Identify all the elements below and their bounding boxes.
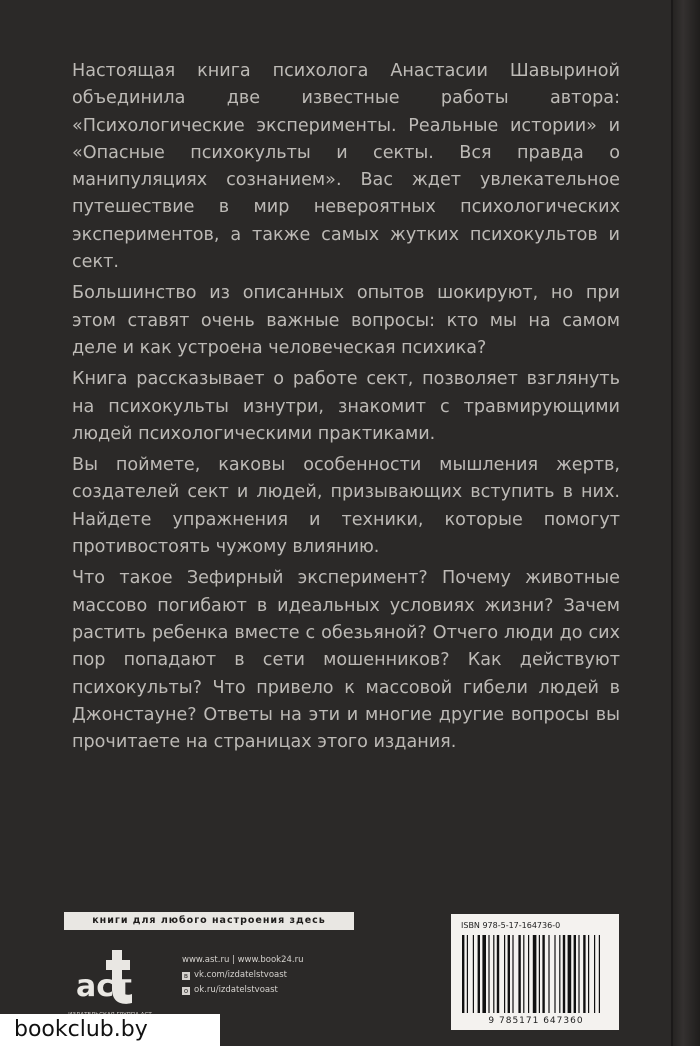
ok-link[interactable] bbox=[182, 983, 304, 998]
barcode-bar bbox=[497, 935, 499, 1013]
annotation-text bbox=[72, 58, 620, 760]
publisher-tagline: книги для любого настроения здесь bbox=[64, 912, 354, 930]
book-spine bbox=[672, 0, 700, 1046]
watermark: bookclub.by bbox=[0, 1014, 220, 1046]
ok-icon: о bbox=[183, 987, 189, 995]
barcode-bar bbox=[583, 935, 585, 1013]
paragraph-3: Книга рассказывает о работе сект, позволяет взглянуть на психокульты изнутри, знакомит с травмирующими людей психологическими практиками. bbox=[72, 369, 620, 444]
barcode-bar bbox=[533, 935, 537, 1013]
barcode-bar bbox=[493, 935, 494, 1013]
barcode-bar bbox=[578, 935, 579, 1013]
barcode-digits: 9 785171 647360 bbox=[488, 1016, 584, 1026]
barcode-bar bbox=[559, 935, 560, 1013]
isbn-number: ISBN 978-5-17-164736-0 bbox=[461, 921, 561, 930]
barcode-bar bbox=[599, 935, 600, 1013]
paragraph-5: Что такое Зефирный эксперимент? Почему животные массово погибают в идеальных условиях жизни? Зачем растить ребенка вместе с обезьяной? Отчего люди до сих пор попадают в сети мошенников? Как действуют психокульты? Что привело к массовой гибели людей в Джонстауне? Ответы на эти и многие другие вопросы вы прочитаете на страницах этого издания. bbox=[72, 568, 620, 753]
barcode-bar bbox=[539, 935, 540, 1013]
barcode-bar bbox=[473, 935, 474, 1013]
barcode-bar bbox=[588, 935, 589, 1013]
barcode-bar bbox=[554, 935, 555, 1013]
paragraph-4: Вы поймете, каковы особенности мышления жертв, создателей сект и людей, призывающих вступить в них. Найдете упражнения и техники, которые помогут противостоять чужому влиянию. bbox=[72, 455, 620, 558]
barcode-bar bbox=[542, 935, 544, 1013]
barcode-bar bbox=[478, 935, 480, 1013]
barcode-bar bbox=[482, 935, 486, 1013]
barcode-bar bbox=[504, 935, 505, 1013]
barcode-image bbox=[460, 935, 610, 1015]
ast-logo-text: аст bbox=[76, 969, 132, 1004]
paragraph-1: Настоящая книга психолога Анастасии Шавыриной объединила две известные работы автора: «Психологические эксперименты. Реальные истории» и «Опасные психокульты и секты. Вся правда о манипуляциях сознанием». Вас ждет увлекательное путешествие в мир невероятных психологических экспериментов, а также самых жутких психокультов и сект. bbox=[72, 61, 620, 273]
spine-edge bbox=[671, 0, 673, 1046]
barcode-bar bbox=[528, 935, 529, 1013]
barcode-bar bbox=[563, 935, 565, 1013]
barcode-bar bbox=[518, 935, 520, 1013]
barcode-bar bbox=[488, 935, 489, 1013]
barcode-bar bbox=[512, 935, 513, 1013]
barcode-bar bbox=[523, 935, 524, 1013]
vk-link[interactable] bbox=[182, 968, 304, 983]
barcode-bar bbox=[467, 935, 468, 1013]
publisher-links bbox=[182, 953, 304, 998]
ast-logo-mark bbox=[72, 944, 144, 1010]
barcode-bar bbox=[508, 935, 510, 1013]
barcode-bar bbox=[548, 935, 549, 1013]
barcode-bar bbox=[568, 935, 572, 1013]
ast-logo bbox=[72, 944, 144, 1010]
ok-link-text: ok.ru/izdatelstvoast bbox=[194, 985, 278, 995]
barcode-bar bbox=[574, 935, 576, 1013]
barcode-bar bbox=[594, 935, 595, 1013]
paragraph-2: Большинство из описанных опытов шокируют, но при этом ставят очень важные вопросы: кто мы на самом деле и как устроена человеческая психика? bbox=[72, 283, 620, 358]
vk-link-text: vk.com/izdatelstvoast bbox=[194, 970, 287, 980]
vk-icon: в bbox=[183, 972, 189, 980]
website-links[interactable]: www.ast.ru | www.book24.ru bbox=[182, 955, 304, 965]
barcode-bar bbox=[462, 935, 464, 1013]
